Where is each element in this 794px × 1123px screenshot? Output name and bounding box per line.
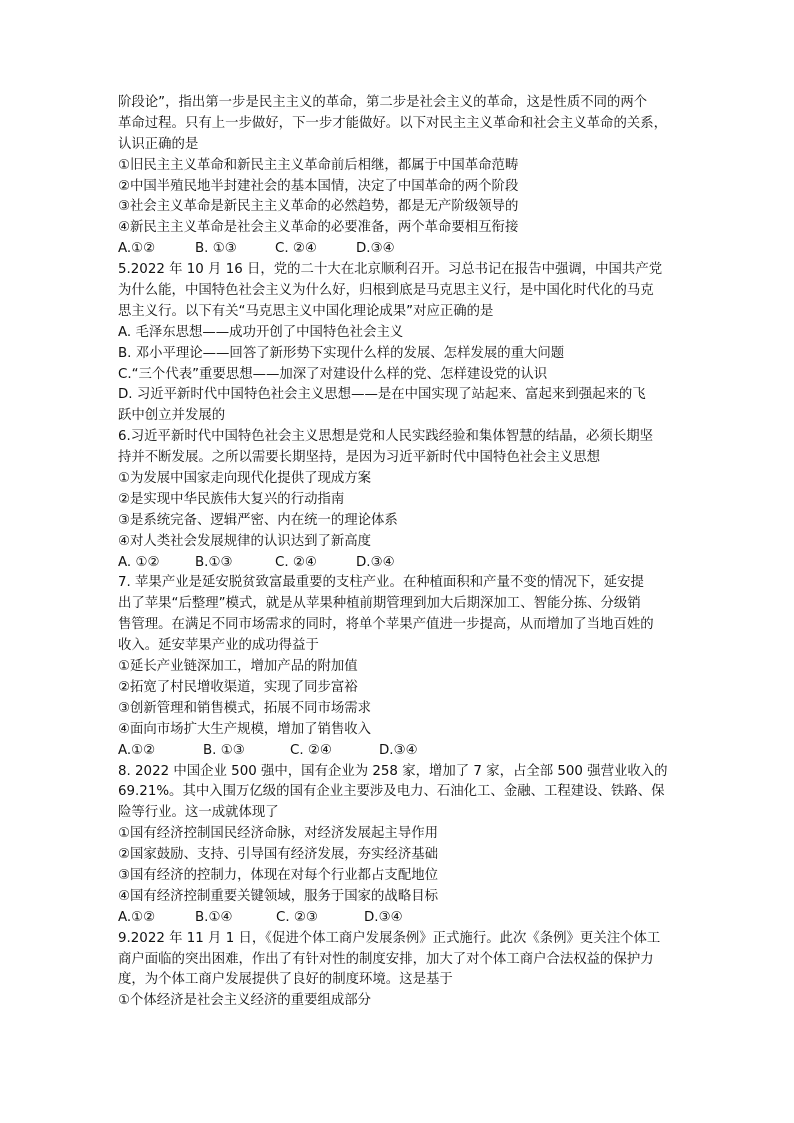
statement: ③社会主义革命是新民主主义革命的必然趋势，都是无产阶级领导的 — [118, 199, 519, 215]
option-a: A.①② — [118, 742, 156, 758]
option-b: B.①④ — [195, 909, 233, 925]
question-8 — [118, 762, 688, 929]
option-b: B.①③ — [195, 554, 233, 570]
question-4-continued — [118, 93, 688, 260]
answer-options — [118, 741, 688, 762]
option-c: C. ②④ — [275, 241, 317, 257]
option-d: D.③④ — [356, 554, 395, 570]
stem-line: 5.2022 年 10 月 16 日，党的二十大在北京顺利召开。习总书记在报告中强调，中国共产党 — [118, 262, 663, 278]
question-7 — [118, 573, 688, 761]
option-d: D.③④ — [356, 241, 395, 257]
exam-page — [118, 93, 688, 1012]
answer-options — [118, 239, 688, 260]
statement: ②国家鼓励、支持、引导国有经济发展，夯实经济基础 — [118, 847, 438, 863]
question-5 — [118, 260, 688, 427]
statement: ①为发展中国家走向现代化提供了现成方案 — [118, 471, 372, 487]
statement: ②是实现中华民族伟大复兴的行动指南 — [118, 491, 345, 507]
stem-line: 革命过程。只有上一步做好，下一步才能做好。以下对民主主义革命和社会主义革命的关系， — [118, 115, 668, 131]
stem-line: 9.2022 年 11 月 1 日，《促进个体工商户发展条例》正式施行。此次《条例》更关注个体工 — [118, 930, 661, 946]
stem-line: 认识正确的是 — [118, 136, 199, 152]
statement: ②拓宽了村民增收渠道，实现了同步富裕 — [118, 679, 358, 695]
stem-line: 出了苹果“后整理”模式，就是从苹果种植前期管理到加大后期深加工、智能分拣、分级销 — [118, 596, 641, 612]
option-b: B. ①③ — [203, 742, 245, 758]
stem-line: 阶段论”，指出第一步是民主主义的革命，第二步是社会主义的革命，这是性质不同的两个 — [118, 95, 648, 110]
option-c: C. ②④ — [275, 554, 317, 570]
stem-line: 持并不断发展。之所以需要长期坚持，是因为习近平新时代中国特色社会主义思想 — [118, 450, 601, 466]
option-d: D.③④ — [364, 909, 403, 925]
answer-options — [118, 908, 688, 929]
stem-line: 度，为个体工商户发展提供了良好的制度环境。这是基于 — [118, 972, 453, 988]
stem-line: 为什么能，中国特色社会主义为什么好，归根到底是马克思主义行，是中国化时代化的马克 — [118, 283, 654, 299]
stem-line: 7. 苹果产业是延安脱贫致富最重要的支柱产业。在种植面积和产量不变的情况下，延安提 — [118, 575, 644, 591]
statement: ①延长产业链深加工，增加产品的附加值 — [118, 659, 358, 675]
statement: ④面向市场扩大生产规模，增加了销售收入 — [118, 721, 372, 737]
question-6 — [118, 427, 688, 573]
stem-line: 6.习近平新时代中国特色社会主义思想是党和人民实践经验和集体智慧的结晶，必须长期坚 — [118, 429, 654, 445]
choice-a: A. 毛泽东思想——成功开创了中国特色社会主义 — [118, 324, 404, 340]
choice-d: D. 习近平新时代中国特色社会主义思想——是在中国实现了站起来、富起来到强起来的飞 — [118, 387, 646, 403]
statement: ①个体经济是社会主义经济的重要组成部分 — [118, 993, 372, 1009]
question-9 — [118, 929, 688, 1013]
option-a: A. ①② — [118, 554, 160, 570]
stem-line: 收入。延安苹果产业的成功得益于 — [118, 638, 319, 654]
stem-line: 险等行业。这一成就体现了 — [118, 805, 279, 821]
statement: ②中国半殖民地半封建社会的基本国情，决定了中国革命的两个阶段 — [118, 178, 519, 194]
stem-line: 思主义行。以下有关“马克思主义中国化理论成果”对应正确的是 — [118, 303, 494, 319]
statement: ④国有经济控制重要关键领域，服务于国家的战略目标 — [118, 888, 438, 904]
choice-c: C.“三个代表”重要思想——加深了对建设什么样的党、怎样建设党的认识 — [118, 366, 548, 382]
option-d: D.③④ — [379, 742, 418, 758]
stem-line: 8. 2022 中国企业 500 强中，国有企业为 258 家，增加了 7 家，占全部 500 强营业收入的 — [118, 763, 668, 779]
stem-line: 售管理。在满足不同市场需求的同时，将单个苹果产值进一步提高，从而增加了当地百姓的 — [118, 617, 654, 633]
statement: ①国有经济控制国民经济命脉，对经济发展起主导作用 — [118, 826, 438, 842]
option-c: C. ②③ — [276, 909, 318, 925]
choice-d-continued: 跃中创立并发展的 — [118, 408, 226, 424]
option-b: B. ①③ — [195, 241, 237, 257]
choice-b: B. 邓小平理论——回答了新形势下实现什么样的发展、怎样发展的重大问题 — [118, 345, 565, 361]
answer-options — [118, 553, 688, 574]
option-c: C. ②④ — [290, 742, 332, 758]
option-a: A.①② — [118, 241, 156, 257]
option-a: A.①② — [118, 909, 156, 925]
statement: ③是系统完备、逻辑严密、内在统一的理论体系 — [118, 512, 398, 528]
statement: ①旧民主主义革命和新民主主义革命前后相继，都属于中国革命范畴 — [118, 157, 519, 173]
statement: ③国有经济的控制力，体现在对每个行业都占支配地位 — [118, 867, 438, 883]
stem-line: 商户面临的突出困难，作出了有针对性的制度安排，加大了对个体工商户合法权益的保护力 — [118, 951, 654, 967]
statement: ④新民主主义革命是社会主义革命的必要准备，两个革命要相互衔接 — [118, 220, 519, 236]
statement: ③创新管理和销售模式，拓展不同市场需求 — [118, 700, 372, 716]
statement: ④对人类社会发展规律的认识达到了新高度 — [118, 533, 372, 549]
stem-line: 69.21%。其中入围万亿级的国有企业主要涉及电力、石油化工、金融、工程建设、铁路、保 — [118, 784, 665, 800]
